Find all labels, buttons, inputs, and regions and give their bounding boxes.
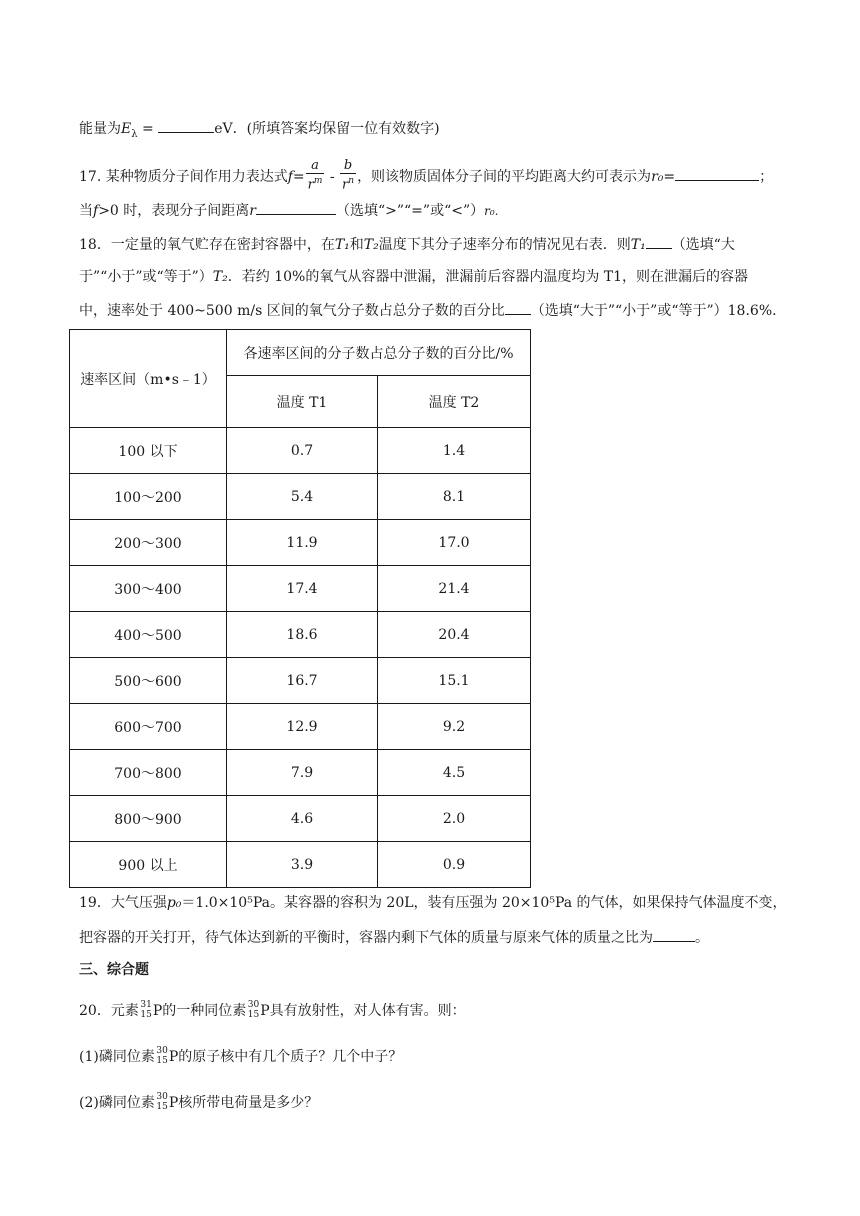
fraction-a-over-rm: $\frac{a}{r^m}$	[307, 158, 323, 193]
q18-line-2: 于”“小于”或“等于”）T₂．若约 10%的氧气从容器中泄漏，泄漏前后容器内温度均为 T1，则在泄漏后的容器	[79, 269, 749, 285]
header-percentage: 各速率区间的分子数占总分子数的百分比/%	[227, 330, 531, 376]
table-header-row	[70, 330, 531, 376]
table-row: 100～200 5.4 8.1	[70, 474, 531, 520]
header-temp-t2: 温度 T2	[378, 376, 531, 428]
header-rate-interval: 速率区间（m•s﹣1）	[70, 330, 227, 428]
q17-line-1: 17. 某种物质分子间作用力表达式f= $\frac{a}{r^m}$ - $\frac{b}{r^n}$ ，则该物质固体分子间的平均距离大约可表示为r₀= ；	[79, 158, 774, 193]
header-temp-t1: 温度 T1	[227, 376, 378, 428]
answer-blank[interactable]	[505, 300, 531, 315]
answer-blank[interactable]	[256, 200, 336, 215]
table-row: 400～500 18.6 20.4	[70, 612, 531, 658]
answer-blank[interactable]	[653, 927, 695, 942]
isotope-p30: 30 15	[156, 1046, 168, 1066]
q17-line-2: 当f>0 时，表现分子间距离r （选填“>”“=”或“<”）r₀.	[79, 200, 499, 221]
table-row: 600～700 12.9 9.2	[70, 704, 531, 750]
q16-answer-line: 能量为$E_\lambda$ = eV．(所填答案均保留一位有效数字)	[79, 118, 440, 145]
table-row: 900 以上 3.9 0.9	[70, 842, 531, 888]
answer-blank[interactable]	[675, 166, 759, 181]
table-row: 200～300 11.9 17.0	[70, 520, 531, 566]
table-row: 100 以下 0.7 1.4	[70, 428, 531, 474]
isotope-p30: 30 15	[247, 1000, 260, 1020]
fraction-b-over-rn: $\frac{b}{r^n}$	[342, 158, 355, 193]
q19-line-1: 19．大气压强p₀＝1.0×10⁵Pa。某容器的容积为 20L，装有压强为 20×10⁵Pa 的气体，如果保持气体温度不变，	[79, 895, 787, 911]
answer-blank[interactable]	[158, 118, 214, 133]
q18-line-3: 中，速率处于 400~500 m/s 区间的氧气分子数占总分子数的百分比 （选填“大于”“小于”或“等于”）18.6%．	[79, 300, 786, 321]
section-heading: 三、综合题	[79, 962, 149, 978]
table-row: 300～400 17.4 21.4	[70, 566, 531, 612]
table-row: 700～800 7.9 4.5	[70, 750, 531, 796]
speed-distribution-table	[69, 329, 531, 888]
table-row: 800～900 4.6 2.0	[70, 796, 531, 842]
q20-sub-2: (2)磷同位素 30 15 P核所带电荷量是多少？	[79, 1092, 319, 1112]
answer-blank[interactable]	[646, 234, 672, 249]
q20-sub-1: (1)磷同位素 30 15 P的原子核中有几个质子？几个中子？	[79, 1046, 403, 1066]
q19-line-2: 把容器的开关打开，待气体达到新的平衡时，容器内剩下气体的质量与原来气体的质量之比为 。	[79, 927, 709, 948]
isotope-p30: 30 15	[156, 1092, 168, 1112]
isotope-p31: 31 15	[140, 1000, 152, 1020]
q20-line-1: 20．元素 31 15 P的一种同位素 30 15 P具有放射性，对人体有害。则：	[79, 1000, 466, 1020]
q18-line-1: 18．一定量的氧气贮存在密封容器中，在T₁和T₂温度下其分子速率分布的情况见右表．则T₁ （选填“大	[79, 234, 735, 255]
table-row: 500～600 16.7 15.1	[70, 658, 531, 704]
